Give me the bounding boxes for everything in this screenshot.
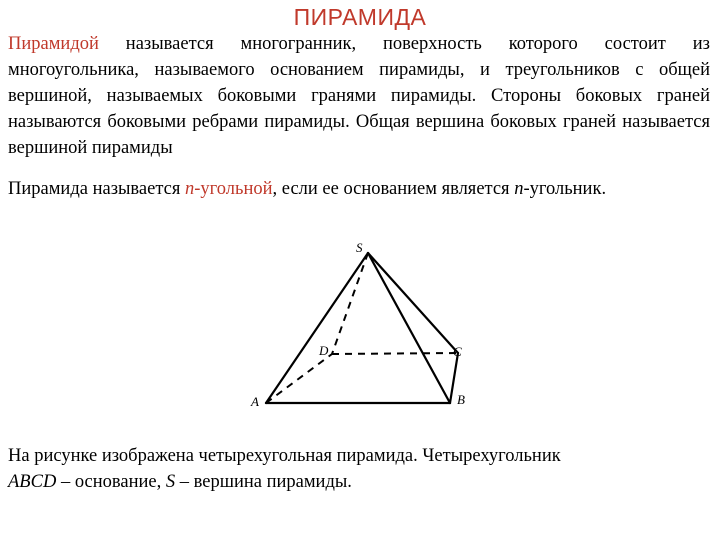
n-gonal-paragraph (8, 176, 710, 202)
vertex-label-c: C (453, 344, 462, 359)
caption-mid: – основание, (56, 472, 166, 492)
n-gonal-term-suffix: -угольной (194, 179, 273, 199)
edge-sc (368, 253, 458, 353)
definition-paragraph (8, 31, 710, 161)
edge-ad (266, 354, 332, 403)
definition-term: Пирамидой (8, 34, 99, 54)
definition-text: называется многогранник, поверхность которого состоит из многоугольника, называемого основанием пирамиды, и треугольников с общей вершиной, называемых боковыми гранями пирамиды. Стороны боковых граней называются боковыми ребрами пирамиды. Общая вершина боковых граней называется вершиной пирамиды (8, 34, 710, 158)
n-gonal-middle: , если ее основанием является (272, 179, 515, 199)
edge-sb (368, 253, 450, 403)
vertex-label-a: A (251, 394, 259, 409)
n-gonal-term-n: n (185, 179, 195, 199)
caption-s: S (165, 472, 176, 492)
edge-sa (266, 253, 368, 403)
vertex-label-d: D (319, 343, 329, 358)
page-title: ПИРАМИДА (293, 4, 427, 30)
n-gonal-n: n (514, 179, 524, 199)
caption-line1: На рисунке изображена четырехугольная пирамида. Четырехугольник (8, 446, 561, 466)
edge-dc (332, 353, 458, 354)
edge-sd (332, 253, 368, 354)
n-gonal-suffix: -угольник. (523, 179, 607, 199)
caption-end: – вершина пирамиды. (175, 472, 352, 492)
vertex-label-b: B (457, 392, 465, 407)
caption-abcd: ABCD (8, 472, 57, 492)
caption-paragraph (8, 443, 710, 495)
vertex-label-s: S (356, 240, 363, 255)
pyramid-diagram (240, 236, 480, 416)
n-gonal-prefix: Пирамида называется (8, 179, 185, 199)
n-gonal-term (185, 179, 273, 199)
